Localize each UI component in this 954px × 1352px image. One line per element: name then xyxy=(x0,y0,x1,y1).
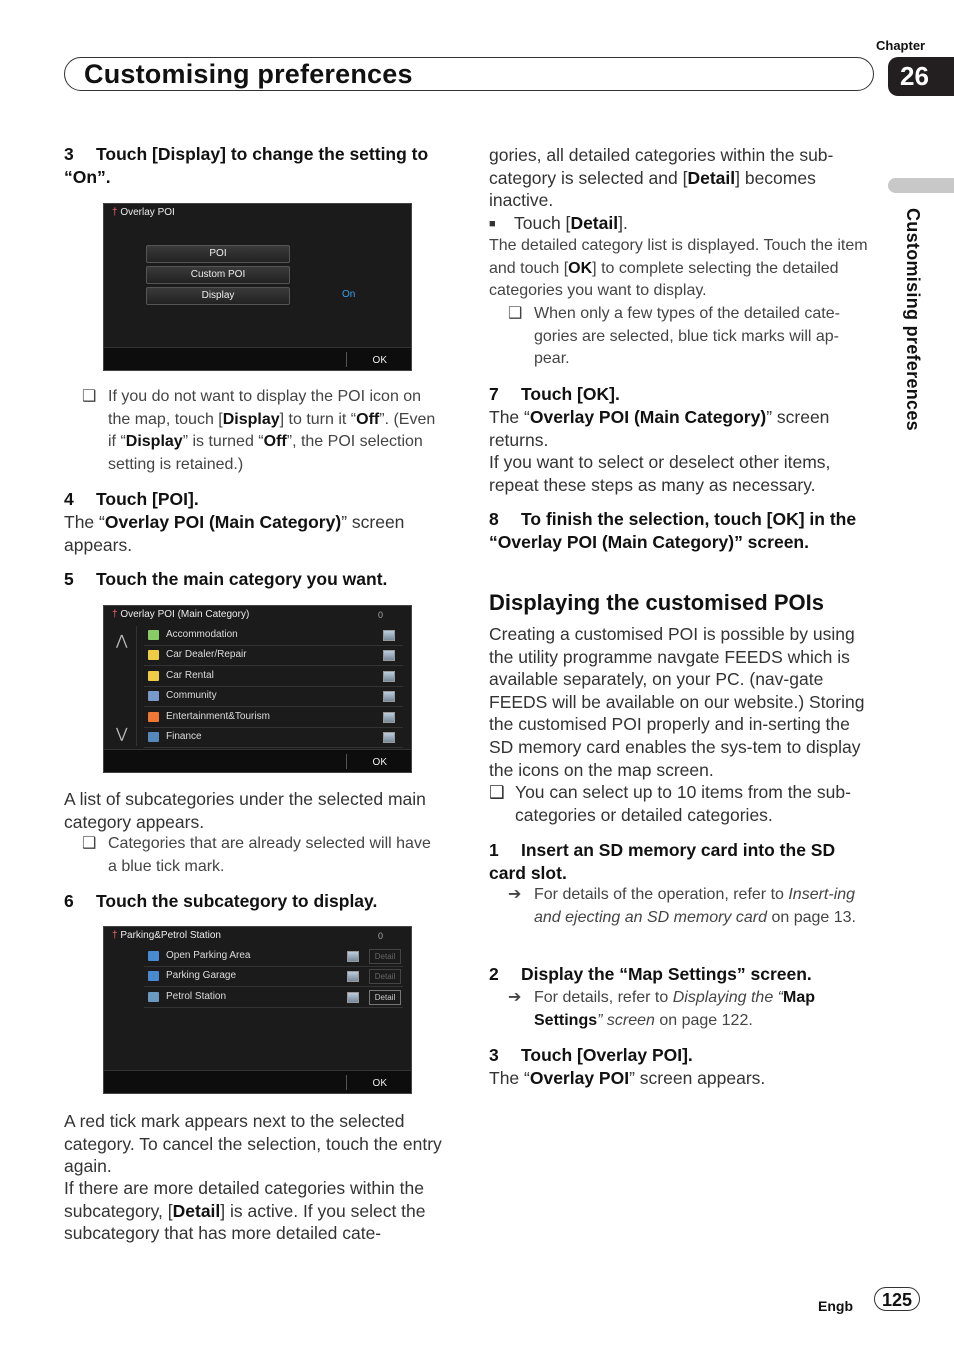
step-text: Touch [Display] to change the setting to “On”. xyxy=(64,144,429,187)
finance-icon xyxy=(148,732,159,742)
ok-button[interactable]: OK xyxy=(372,757,387,768)
checkbox-note-icon: ❑ xyxy=(489,782,505,802)
selected-count: 0 xyxy=(377,931,383,941)
car-rental-icon xyxy=(148,671,159,681)
petrol-station-icon xyxy=(148,992,159,1002)
step-3b-heading: 3 Touch [Overlay POI]. xyxy=(489,1045,693,1065)
checkbox-icon xyxy=(347,971,359,982)
para-detail-active: If there are more detailed categories within the subcategory, [Detail] is active. If you select the subcategory that has more detailed cate- xyxy=(64,1178,426,1244)
checkbox-icon xyxy=(383,650,395,661)
scroll-down-icon[interactable]: ⋁ xyxy=(116,725,128,741)
list-item-label: Petrol Station xyxy=(166,991,227,1002)
chapter-number-badge: 26 xyxy=(888,57,954,96)
list-item-label: Community xyxy=(166,690,217,701)
step-6-heading: 6 Touch the subcategory to display. xyxy=(64,891,378,911)
step-5-heading: 5 Touch the main category you want. xyxy=(64,569,388,589)
bottom-separator xyxy=(346,754,347,769)
detail-button[interactable]: Detail xyxy=(369,990,401,1005)
list-item[interactable] xyxy=(144,626,403,646)
checkbox-note-icon: ❑ xyxy=(508,305,523,322)
bottom-separator xyxy=(346,1075,347,1090)
step-1-heading: 1 Insert an SD memory card into the SD card slot. xyxy=(489,840,836,883)
step-7-text: The “Overlay POI (Main Category)” screen returns. xyxy=(489,407,830,450)
checkbox-icon xyxy=(383,630,395,641)
bullet-touch-detail: ■ Touch [Detail]. xyxy=(489,212,874,236)
page-number: 125 xyxy=(874,1287,920,1311)
list-item-label: Car Dealer/Repair xyxy=(166,649,247,660)
list-item[interactable] xyxy=(144,687,403,707)
language-label: Engb xyxy=(818,1298,853,1314)
ref-map-settings: ➔ For details, refer to Displaying the “Map Settings” screen on page 122. xyxy=(508,987,872,1032)
side-tab-marker xyxy=(888,178,954,193)
accommodation-icon xyxy=(148,630,159,640)
list-item-label: Accommodation xyxy=(166,629,238,640)
arrow-reference-icon: ➔ xyxy=(508,886,522,903)
step-4-text: The “Overlay POI (Main Category)” screen appears. xyxy=(64,512,405,555)
para-subcategories: A list of subcategories under the selected main category appears. xyxy=(64,789,426,832)
list-item[interactable] xyxy=(144,967,403,987)
checkbox-note-icon: ❑ xyxy=(82,388,97,405)
step-3b-text: The “Overlay POI” screen appears. xyxy=(489,1068,766,1088)
community-icon xyxy=(148,691,159,701)
para-customised-pois: Creating a customised POI is possible by using the utility programme navgate FEEDS which is available separately, on your PC. (nav-gate FEEDS will be available on our website.) Storing the customised POI properly and in-serting the SD memory card enables the sys-tem to display the icons on the map screen. xyxy=(489,624,865,780)
page-title: Customising preferences xyxy=(84,59,413,89)
step-number: 3 xyxy=(64,144,74,164)
car-icon xyxy=(148,650,159,660)
step-7-heading: 7 Touch [OK]. xyxy=(489,384,620,404)
section-heading: Displaying the customised POIs xyxy=(489,590,824,615)
checkbox-icon xyxy=(347,951,359,962)
screen-title: † Overlay POI (Main Category) xyxy=(112,609,250,620)
list-item[interactable] xyxy=(144,988,403,1008)
selected-count: 0 xyxy=(377,610,383,620)
checkbox-icon xyxy=(383,712,395,723)
arrow-reference-icon: ➔ xyxy=(508,989,522,1006)
detail-button[interactable]: Detail xyxy=(369,969,401,984)
bottom-separator xyxy=(346,352,347,367)
note-blue-marks: ❑ When only a few types of the detailed cate-gories are selected, blue tick marks will ap-pear. xyxy=(508,303,872,371)
ok-button[interactable]: OK xyxy=(372,1078,387,1089)
display-button[interactable]: Display xyxy=(146,287,290,305)
ref-sd-card: ➔ For details of the operation, refer to Insert-ing and ejecting an SD memory card on page 13. xyxy=(508,884,872,929)
note-blue-tick: ❑ Categories that are already selected will have a blue tick mark. xyxy=(82,833,442,878)
screen-title: † Overlay POI xyxy=(112,207,175,218)
list-item[interactable] xyxy=(144,667,403,687)
screen-bottom-bar xyxy=(104,347,411,370)
list-item-label: Car Rental xyxy=(166,670,214,681)
list-item[interactable] xyxy=(144,646,403,666)
list-item-label: Finance xyxy=(166,731,202,742)
list-item-label: Entertainment&Tourism xyxy=(166,711,270,722)
checkbox-icon xyxy=(383,671,395,682)
para-detailed-list: The detailed category list is displayed. Touch the item and touch [OK] to complete selecting the detailed categories you want to display. xyxy=(489,237,868,300)
para-continued: gories, all detailed categories within the sub-category is selected and [Detail] becomes inactive. xyxy=(489,145,834,211)
parking-icon xyxy=(148,951,159,961)
screen-bottom-bar xyxy=(104,1070,411,1093)
main-category-screen xyxy=(103,605,412,773)
list-item-label: Parking Garage xyxy=(166,970,237,981)
step-4-heading: 4 Touch [POI]. xyxy=(64,489,199,509)
side-tab-label: Customising preferences xyxy=(903,208,923,431)
custom-poi-button[interactable]: Custom POI xyxy=(146,266,290,284)
step-3-heading xyxy=(64,143,456,188)
note-display-off: ❑ If you do not want to display the POI icon on the map, touch [Display] to turn it “Off”. (Even if “Display” is turned “Off”, the POI selection setting is retained.) xyxy=(82,386,442,476)
chapter-label: Chapter xyxy=(876,38,926,53)
step-8-heading: 8 To finish the selection, touch [OK] in the “Overlay POI (Main Category)” screen. xyxy=(489,509,857,552)
checkbox-icon xyxy=(347,992,359,1003)
checkbox-icon xyxy=(383,732,395,743)
screen-title: † Parking&Petrol Station xyxy=(112,930,221,941)
display-value: On xyxy=(342,289,356,300)
step-2-heading: 2 Display the “Map Settings” screen. xyxy=(489,964,812,984)
subcategory-screen xyxy=(103,926,412,1094)
list-item-label: Open Parking Area xyxy=(166,950,251,961)
list-item[interactable] xyxy=(144,708,403,728)
scroll-up-icon[interactable]: ⋀ xyxy=(116,632,128,648)
entertainment-icon xyxy=(148,712,159,722)
scroll-column xyxy=(110,626,137,746)
para-repeat: If you want to select or deselect other items, repeat these steps as many as necessary. xyxy=(489,452,831,495)
square-bullet-icon: ■ xyxy=(489,218,496,230)
parking-garage-icon xyxy=(148,971,159,981)
checkbox-note-icon: ❑ xyxy=(82,835,97,852)
poi-button[interactable]: POI xyxy=(146,245,290,263)
note-up-to-10: ❑ You can select up to 10 items from the sub-categories or detailed categories. xyxy=(489,782,851,825)
checkbox-icon xyxy=(383,691,395,702)
detail-button[interactable]: Detail xyxy=(369,949,401,964)
list-item[interactable] xyxy=(144,728,403,748)
para-red-tick: A red tick mark appears next to the selected category. To cancel the selection, touch the entry again. xyxy=(64,1111,442,1177)
overlay-poi-screen xyxy=(103,203,412,371)
ok-button[interactable]: OK xyxy=(372,355,387,366)
screen-bottom-bar xyxy=(104,749,411,772)
list-item[interactable] xyxy=(144,947,403,967)
